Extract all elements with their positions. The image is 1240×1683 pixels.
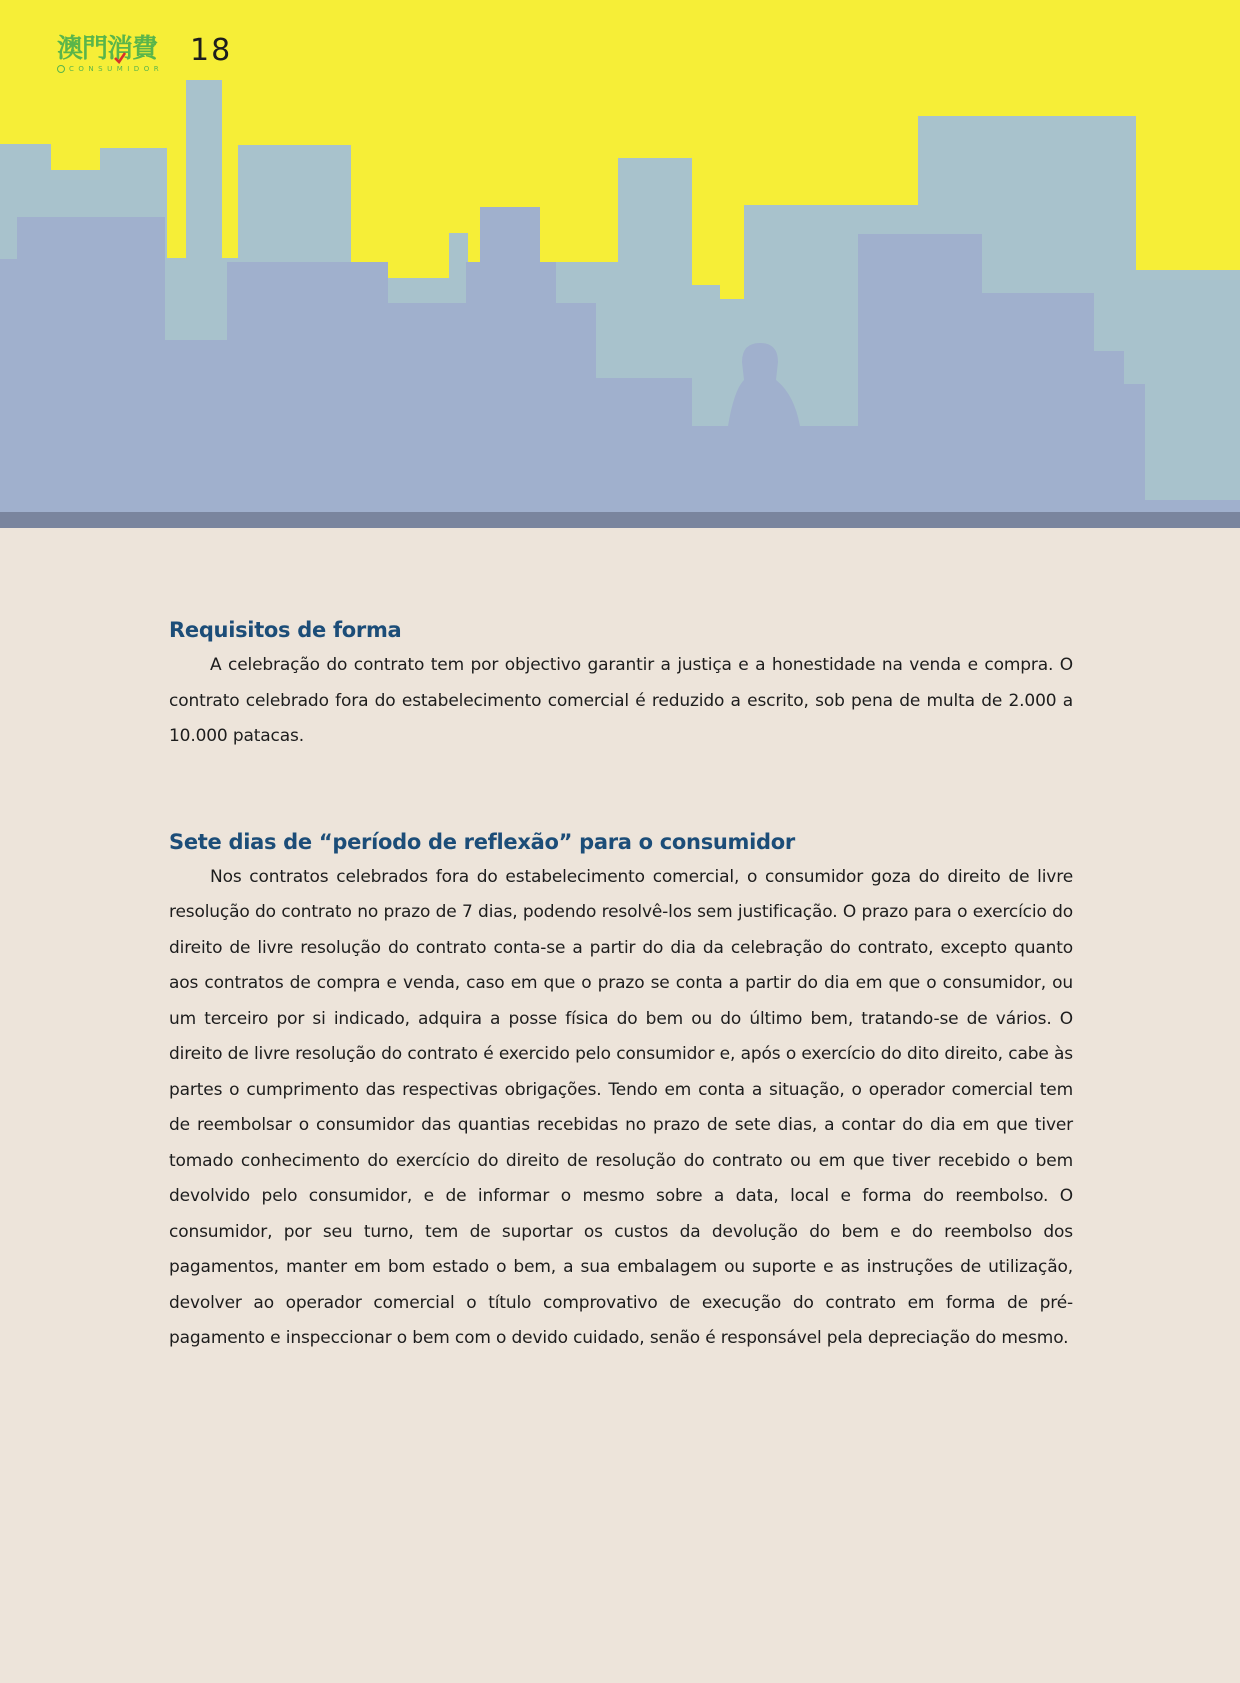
logo-subtitle: [57, 65, 163, 74]
logo-chinese-text: 澳門消費: [57, 34, 158, 64]
logo-dot-icon: [57, 65, 65, 73]
section-requisitos-de-forma: [169, 612, 1073, 755]
ground-band: [0, 512, 1240, 528]
logo-subtitle-text: CONSUMIDOR: [69, 65, 164, 73]
section-paragraph: Nos contratos celebrados fora do estabelecimento comercial, o consumidor goza do direito de livre resolução do contrato no prazo de 7 dias, podendo resolvê-los sem justificação. O prazo para o exercício do direito de livre resolução do contrato conta-se a partir do dia da celebração do contrato, excepto quanto aos contratos de compra e venda, caso em que o prazo se conta a partir do dia em que o consumidor, ou um terceiro por si indicado, adquira a posse física do bem ou do último bem, tratando-se de vários. O direito de livre resolução do contrato é exercido pelo consumidor e, após o exercício do dito direito, cabe às partes o cumprimento das respectivas obrigações. Tendo em conta a situação, o operador comercial tem de reembolsar o consumidor das quantias recebidas no prazo de sete dias, a contar do dia em que tiver tomado conhecimento do exercício do direito de resolução do contrato ou em que tiver recebido o bem devolvido pelo consumidor, e de informar o mesmo sobre a data, local e forma do reembolso. O consumidor, por seu turno, tem de suportar os custos da devolução do bem e do reembolso dos pagamentos, manter em bom estado o bem, a sua embalagem ou suporte e as instruções de utilização, devolver ao operador comercial o título comprovativo de execução do contrato em forma de pré-pagamento e inspeccionar o bem com o devido cuidado, senão é responsável pela depreciação do mesmo.: [169, 866, 1073, 1348]
page-number: 18: [190, 33, 233, 68]
masthead: [57, 32, 257, 80]
article-content: [169, 612, 1073, 1357]
section-periodo-de-reflexao: [169, 824, 1073, 1357]
checkmark-icon: [114, 52, 126, 64]
section-heading: Sete dias de “período de reflexão” para o consumidor: [169, 829, 795, 854]
consumer-council-logo: [57, 32, 175, 76]
section-paragraph: A celebração do contrato tem por objectivo garantir a justiça e a honestidade na venda e compra. O contrato celebrado fora do estabelecimento comercial é reduzido a escrito, sob pena de multa de 2.000 a 10.000 patacas.: [169, 655, 1073, 746]
section-heading: Requisitos de forma: [169, 618, 402, 642]
